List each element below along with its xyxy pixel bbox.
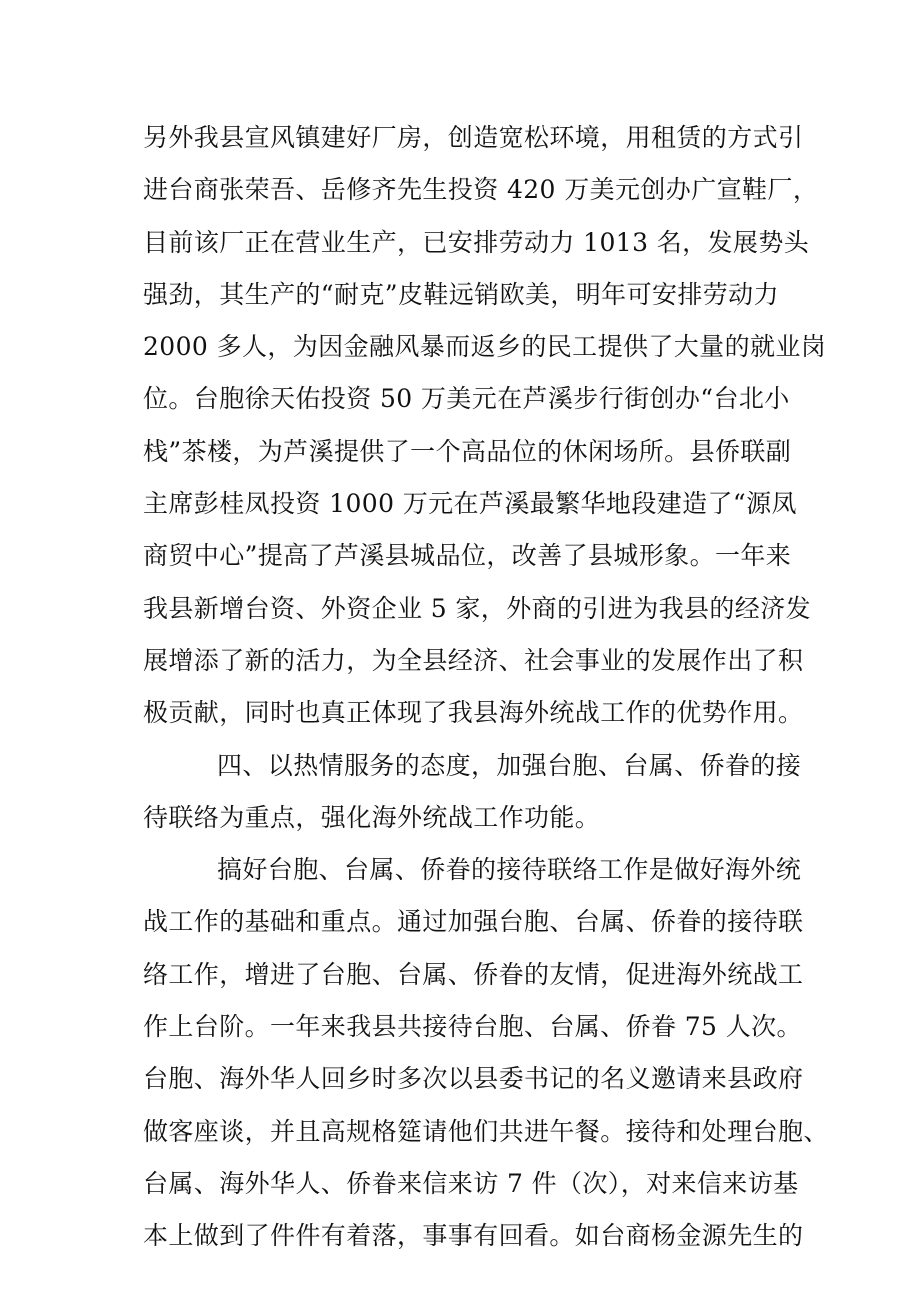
text-line: 做客座谈，并且高规格筵请他们共进午餐。接待和处理台胞、: [143, 1116, 829, 1146]
text-line: 强劲，其生产的“耐克”皮鞋远销欧美，明年可安排劳动力: [143, 279, 779, 309]
text-line: 台胞、海外华人回乡时多次以县委书记的名义邀请来县政府: [143, 1064, 804, 1094]
body-text: [143, 112, 829, 1263]
text-line: 位。台胞徐天佑投资 50 万美元在芦溪步行街创办“台北小: [143, 384, 790, 414]
text-line: 主席彭桂凤投资 1000 万元在芦溪最繁华地段建造了“源凤: [143, 489, 797, 519]
section-heading-line: 待联络为重点，强化海外统战工作功能。: [143, 802, 601, 832]
text-line: 作上台阶。一年来我县共接待台胞、台属、侨眷 75 人次。: [143, 1012, 802, 1042]
text-line: 2000 多人，为因金融风暴而返乡的民工提供了大量的就业岗: [143, 332, 827, 362]
text-line: 目前该厂正在营业生产，已安排劳动力 1013 名，发展势头: [143, 227, 810, 257]
text-line: 战工作的基础和重点。通过加强台胞、台属、侨眷的接待联: [143, 907, 804, 937]
text-line: 台属、海外华人、侨眷来信来访 7 件（次），对来信来访基: [143, 1168, 799, 1198]
text-line: 另外我县宣风镇建好厂房，创造宽松环境，用租赁的方式引: [143, 123, 804, 152]
text-line: 搞好台胞、台属、侨眷的接待联络工作是做好海外统: [217, 855, 802, 885]
text-line: 本上做到了件件有着落，事事有回看。如台商杨金源先生的: [143, 1221, 804, 1251]
text-line: 栈”茶楼，为芦溪提供了一个高品位的休闲场所。县侨联副: [143, 436, 792, 466]
text-line: 络工作，增进了台胞、台属、侨眷的友情，促进海外统战工: [143, 959, 804, 989]
text-line: 商贸中心”提高了芦溪县城品位，改善了县城形象。一年来: [143, 541, 792, 571]
text-line: 进台商张荣吾、岳修齐先生投资 420 万美元创办广宣鞋厂，: [143, 175, 819, 205]
text-line: 我县新增台资、外资企业 5 家，外商的引进为我县的经济发: [143, 593, 812, 623]
section-heading-line: 四、以热情服务的态度，加强台胞、台属、侨眷的接: [217, 750, 802, 780]
text-line: 极贡献，同时也真正体现了我县海外统战工作的优势作用。: [143, 698, 804, 728]
text-line: 展增添了新的活力，为全县经济、社会事业的发展作出了积: [143, 645, 804, 675]
